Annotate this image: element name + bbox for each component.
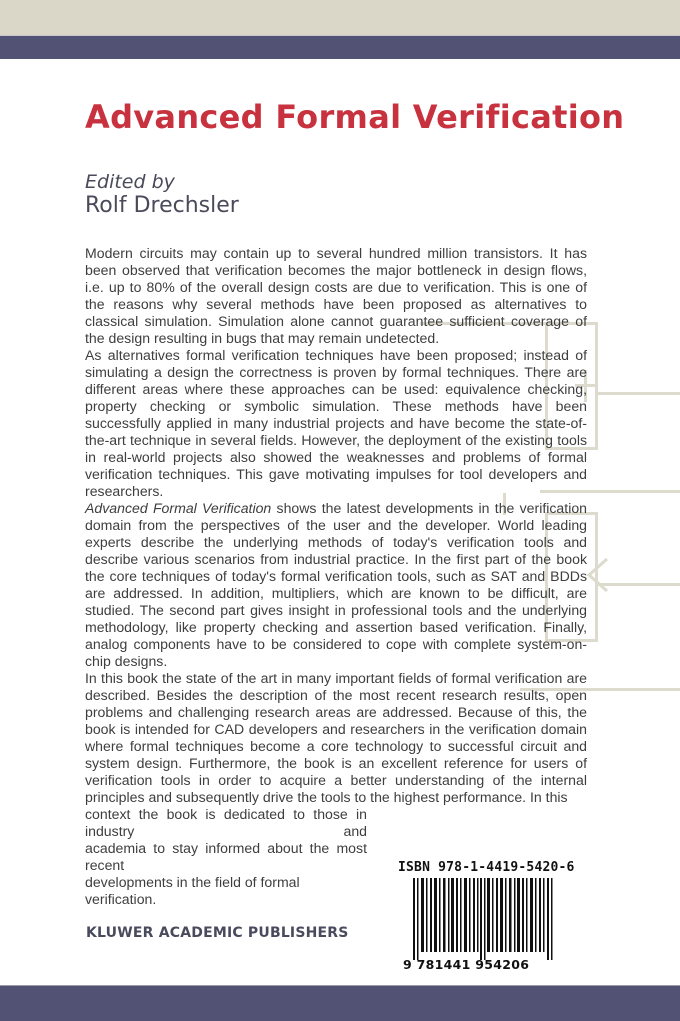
edited-by-label: Edited by (85, 171, 175, 193)
publisher-name: KLUWER ACADEMIC PUBLISHERS (86, 925, 349, 941)
blurb-paragraph-2: As alternatives formal verification techniques have been proposed; instead of simulating a design the correctness is proven by formal techniques. There are different areas where these approaches can be used: equivalence checking, property checking or symbolic simulation. These methods have been successfully applied in many industrial projects and have become the state-of-the-art technique in several fields. However, the deployment of the existing tools in real-world projects also showed the weaknesses and problems of formal verification techniques. This gave motivating impulses for tool developers and researchers. (85, 347, 587, 499)
blurb (85, 245, 587, 908)
barcode-icon (413, 878, 553, 960)
bottom-navy-band (0, 985, 680, 1021)
barcode-digits: 9 781441 954206 (403, 957, 530, 972)
blurb-paragraph-3: Advanced Formal Verification shows the latest developments in the verification domain from the perspectives of the user and the developer. World leading experts describe the underlying methods of today's verification tools and describe various scenarios from industrial practice. In the first part of the book the core techniques of today's formal verification tools, such as SAT and BDDs are addressed. In addition, multipliers, which are known to be difficult, are studied. The second part gives insight in professional tools and the underlying methodology, like property checking and assertion based verification. Finally, analog components have to be considered to cope with complete system-on-chip designs. (85, 500, 587, 669)
book-title: Advanced Formal Verification (85, 98, 625, 136)
blurb-line: developments in the field of formal verification. (85, 874, 300, 907)
editor-name: Rolf Drechsler (85, 193, 239, 218)
top-band (0, 0, 680, 35)
blurb-paragraph-1: Modern circuits may contain up to several hundred million transistors. It has been observed that verification becomes the major bottleneck in design flows, i.e. up to 80% of the overall design costs are due to verification. This is one of the reasons why several methods have been proposed as alternatives to classical simulation. Simulation alone cannot guarantee sufficient coverage of the design resulting in bugs that may remain undetected. (85, 245, 587, 346)
isbn-barcode-block (393, 860, 585, 970)
top-navy-band (0, 36, 680, 59)
blurb-line: context the book is dedicated to those in industry and (85, 806, 367, 839)
blurb-paragraph-4: In this book the state of the art in many important fields of formal verification are described. Besides the description of the most recent research results, open problems and challenging research areas are addressed. Because of this, the book is intended for CAD developers and researchers in the verification domain where formal techniques become a core technology to successful circuit and system design. Furthermore, the book is an excellent reference for users of verification tools in order to acquire a better understanding of the internal principles and subsequently drive the tools to the highest performance. In this (85, 670, 587, 805)
less-than-icon (585, 555, 611, 595)
blurb-line: academia to stay informed about the most recent (85, 840, 367, 873)
decoration-line (598, 392, 680, 395)
isbn-label: ISBN 978-1-4419-5420-6 (398, 860, 575, 875)
book-title-italic: Advanced Formal Verification (85, 500, 272, 516)
